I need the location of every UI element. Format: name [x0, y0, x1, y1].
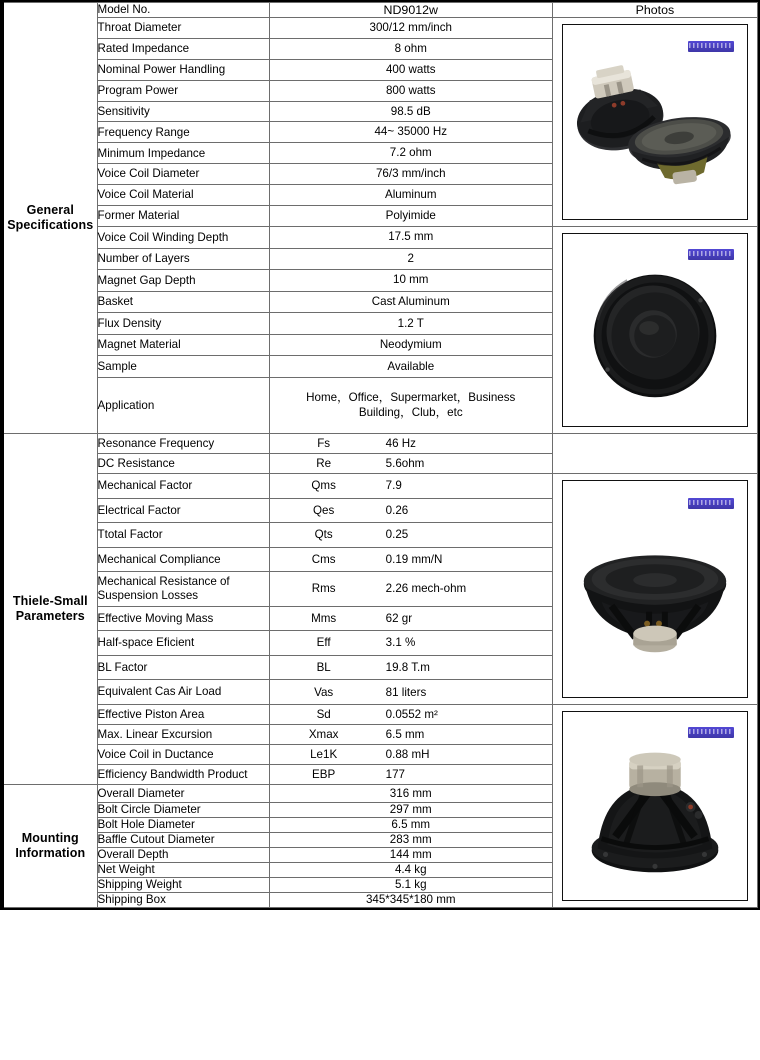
param-name: Resonance Frequency	[97, 434, 269, 454]
speaker-pair-illustration	[563, 25, 747, 219]
param-value: 300/12 mm/inch	[269, 18, 552, 39]
param-number: 62 gr	[385, 611, 413, 625]
param-value: 98.5 dB	[269, 101, 552, 122]
param-name: Effective Piston Area	[97, 705, 269, 725]
param-number: 0.25	[385, 528, 409, 542]
param-value	[269, 498, 552, 523]
section-label-thiele-small	[3, 434, 97, 785]
param-name: Mechanical Factor	[97, 474, 269, 499]
section-label-mounting	[3, 785, 97, 908]
param-symbol: Le1K	[310, 748, 338, 761]
product-photo-pair	[562, 24, 748, 220]
param-name: Frequency Range	[97, 122, 269, 143]
brand-logo-watermark-icon	[688, 727, 734, 738]
param-name: Magnet Gap Depth	[97, 270, 269, 292]
param-number: 19.8 T.m	[385, 661, 430, 675]
param-value: ND9012w	[269, 3, 552, 18]
param-value	[269, 745, 552, 765]
param-value	[269, 547, 552, 572]
param-number: 7.9	[385, 479, 402, 493]
param-symbol: Eff	[316, 636, 331, 650]
specification-table	[2, 2, 758, 908]
product-photo-angled	[562, 480, 748, 698]
section-label-line1: Thiele-Small	[12, 594, 88, 608]
photo-cell-spacer	[552, 434, 757, 474]
param-name: Program Power	[97, 80, 269, 101]
param-value	[269, 680, 552, 705]
param-value: Available	[269, 356, 552, 378]
param-number: 6.5 mm	[385, 728, 425, 741]
param-name: Voice Coil Diameter	[97, 164, 269, 185]
param-value: 7.2 ohm	[269, 143, 552, 164]
speaker-angled-illustration	[563, 481, 747, 697]
param-symbol: Rms	[311, 582, 336, 596]
param-name: Bolt Circle Diameter	[97, 803, 269, 818]
param-value: 283 mm	[269, 833, 552, 848]
param-number: 0.19 mm/N	[385, 552, 443, 566]
param-name: DC Resistance	[97, 454, 269, 474]
param-number: 0.88 mH	[385, 748, 430, 761]
param-name: Voice Coil Material	[97, 185, 269, 206]
param-symbol: BL	[316, 661, 331, 675]
param-name: Sample	[97, 356, 269, 378]
param-name: Ttotal Factor	[97, 523, 269, 548]
param-number: 0.26	[385, 503, 409, 517]
param-name: Voice Coil Winding Depth	[97, 227, 269, 249]
param-number: 46 Hz	[385, 437, 416, 450]
param-number: 5.6ohm	[385, 457, 425, 470]
param-name: Nominal Power Handling	[97, 59, 269, 80]
param-value	[269, 474, 552, 499]
param-name: Overall Depth	[97, 848, 269, 863]
param-name: Baffle Cutout Diameter	[97, 833, 269, 848]
param-value	[269, 631, 552, 656]
param-name: Efficiency Bandwidth Product	[97, 765, 269, 785]
param-value: Cast Aluminum	[269, 291, 552, 313]
param-value	[269, 725, 552, 745]
param-name: Throat Diameter	[97, 18, 269, 39]
param-name: Sensitivity	[97, 101, 269, 122]
param-value: 76/3 mm/inch	[269, 164, 552, 185]
table-row	[3, 227, 758, 249]
param-symbol: Cms	[311, 552, 336, 566]
section-label-line2: Parameters	[15, 609, 85, 623]
param-value: Aluminum	[269, 185, 552, 206]
speaker-rear-illustration	[563, 712, 747, 900]
param-name: Shipping Weight	[97, 878, 269, 893]
param-value: 400 watts	[269, 59, 552, 80]
param-value: 1.2 T	[269, 313, 552, 335]
param-name: Voice Coil in Ductance	[97, 745, 269, 765]
section-label-line2: Specifications	[7, 218, 94, 232]
param-name: Model No.	[97, 3, 269, 18]
param-value	[269, 655, 552, 680]
param-symbol: Re	[316, 457, 332, 470]
param-symbol: EBP	[312, 768, 336, 781]
param-number: 81 liters	[385, 685, 427, 699]
param-name: Minimum Impedance	[97, 143, 269, 164]
param-name: Effective Moving Mass	[97, 606, 269, 631]
param-name: Overall Diameter	[97, 785, 269, 803]
param-value: 800 watts	[269, 80, 552, 101]
param-value: 8 ohm	[269, 38, 552, 59]
param-name: Application	[97, 377, 269, 433]
brand-logo-watermark-icon	[688, 41, 734, 52]
param-name: Electrical Factor	[97, 498, 269, 523]
param-value: 4.4 kg	[269, 863, 552, 878]
param-value	[269, 434, 552, 454]
param-value: Polyimide	[269, 206, 552, 227]
param-value: 10 mm	[269, 270, 552, 292]
param-number: 3.1 %	[385, 636, 416, 650]
param-value: 2	[269, 248, 552, 270]
param-name: Rated Impedance	[97, 38, 269, 59]
param-value	[269, 705, 552, 725]
param-name: BL Factor	[97, 655, 269, 680]
param-symbol: Qts	[314, 528, 333, 542]
product-photo-front-cone	[562, 233, 748, 427]
param-name: Max. Linear Excursion	[97, 725, 269, 745]
param-name: Equivalent Cas Air Load	[97, 680, 269, 705]
param-value: 5.1 kg	[269, 878, 552, 893]
param-number: 2.26 mech-ohm	[385, 582, 467, 596]
product-photo-rear-magnet	[562, 711, 748, 901]
table-row	[3, 3, 758, 18]
param-symbol: Xmax	[308, 728, 339, 741]
param-number: 177	[385, 768, 405, 781]
param-value: Neodymium	[269, 334, 552, 356]
param-symbol: Mms	[311, 611, 337, 625]
table-row	[3, 474, 758, 499]
param-value: 144 mm	[269, 848, 552, 863]
speaker-front-illustration	[563, 234, 747, 426]
param-name: Net Weight	[97, 863, 269, 878]
param-value: Home，Office，Supermarket，Business Building，Club，etc	[269, 377, 552, 433]
photos-column-header: Photos	[552, 3, 757, 18]
param-value: 297 mm	[269, 803, 552, 818]
param-value	[269, 454, 552, 474]
param-value: 6.5 mm	[269, 818, 552, 833]
param-value	[269, 572, 552, 606]
brand-logo-watermark-icon	[688, 249, 734, 260]
param-symbol: Qes	[313, 503, 335, 517]
param-value	[269, 523, 552, 548]
param-name: Flux Density	[97, 313, 269, 335]
param-name: Basket	[97, 291, 269, 313]
photo-cell-1	[552, 18, 757, 227]
table-row	[3, 434, 758, 454]
section-label-line1: General	[26, 203, 74, 217]
param-symbol: Fs	[317, 437, 331, 450]
section-label-line2: Information	[15, 846, 86, 860]
param-number: 0.0552 m²	[385, 708, 438, 721]
param-symbol: Qms	[311, 479, 336, 493]
section-label-general	[3, 3, 97, 434]
table-row	[3, 18, 758, 39]
param-symbol: Vas	[314, 685, 334, 699]
param-name: Half-space Eficient	[97, 631, 269, 656]
param-name: Shipping Box	[97, 893, 269, 908]
param-value	[269, 606, 552, 631]
param-value	[269, 765, 552, 785]
brand-logo-watermark-icon	[688, 498, 734, 509]
param-name: Bolt Hole Diameter	[97, 818, 269, 833]
photo-cell-4	[552, 705, 757, 908]
section-label-line1: Mounting	[21, 831, 79, 845]
param-value: 17.5 mm	[269, 227, 552, 249]
table-row	[3, 705, 758, 725]
param-value: 316 mm	[269, 785, 552, 803]
param-name: Mechanical Resistance of Suspension Losses	[97, 572, 269, 606]
param-name: Former Material	[97, 206, 269, 227]
param-value: 345*345*180 mm	[269, 893, 552, 908]
param-value: 44~ 35000 Hz	[269, 122, 552, 143]
param-name: Number of Layers	[97, 248, 269, 270]
param-name: Magnet Material	[97, 334, 269, 356]
photo-cell-3	[552, 474, 757, 705]
photo-cell-2	[552, 227, 757, 434]
param-name: Mechanical Compliance	[97, 547, 269, 572]
param-symbol: Sd	[316, 708, 331, 721]
